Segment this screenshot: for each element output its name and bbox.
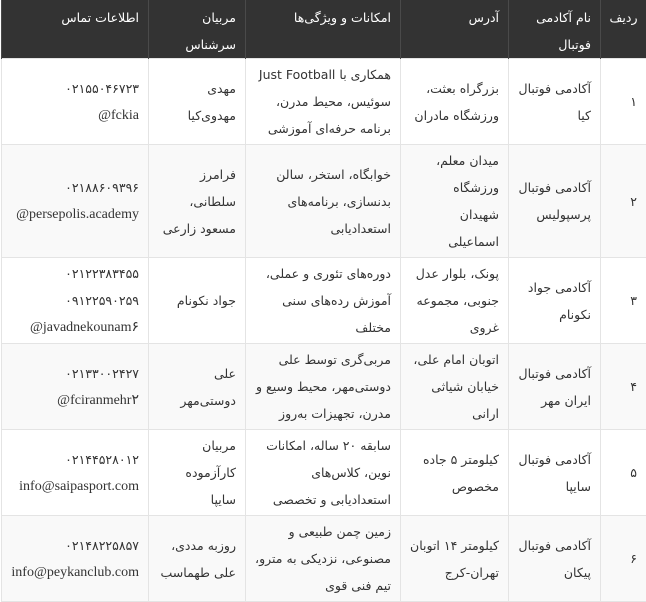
header-index: ردیف — [601, 0, 646, 59]
cell-features: دوره‌های تئوری و عملی، آموزش رده‌های سنی مختلف — [246, 258, 401, 344]
cell-features: مربی‌گری توسط علی دوستی‌مهر، محیط وسیع و مدرن، تجهیزات به‌روز — [246, 344, 401, 430]
contact-email[interactable]: fciranmehr۲@ — [11, 387, 139, 414]
cell-features: خوابگاه، استخر، سالن بدنسازی، برنامه‌های استعدادیابی — [246, 145, 401, 258]
cell-name: آکادمی جواد نکونام — [509, 258, 601, 344]
contact-email[interactable]: fckia@ — [11, 102, 139, 129]
cell-coaches: فرامرز سلطانی، مسعود زارعی — [149, 145, 246, 258]
contact-phone: ۰۲۱۴۸۲۲۵۸۵۷ — [11, 532, 139, 559]
cell-coaches: مربیان کارآزموده سایپا — [149, 430, 246, 516]
cell-features: سابقه ۲۰ ساله، امکانات نوین، کلاس‌های استعدادیابی و تخصصی — [246, 430, 401, 516]
cell-contact — [2, 516, 149, 602]
cell-name: آکادمی فوتبال ایران مهر — [509, 344, 601, 430]
cell-features: همکاری با Just Football سوئیس، محیط مدرن، برنامه حرفه‌ای آموزشی — [246, 59, 401, 145]
contact-phone: ۰۲۱۸۸۶۰۹۳۹۶ — [11, 174, 139, 201]
cell-index: ۴ — [601, 344, 646, 430]
table-row — [2, 516, 646, 602]
cell-name: آکادمی فوتبال پرسپولیس — [509, 145, 601, 258]
contact-phone: ۰۲۱۵۵۰۴۶۷۲۳ — [11, 75, 139, 102]
cell-coaches: روزبه مددی، علی طهماسب — [149, 516, 246, 602]
contact-email[interactable]: info@peykanclub.com — [11, 559, 139, 586]
cell-name: آکادمی فوتبال پیکان — [509, 516, 601, 602]
contact-mobile: ۰۹۱۲۲۵۹۰۲۵۹ — [11, 287, 139, 314]
header-coaches: مربیان سرشناس — [149, 0, 246, 59]
cell-index: ۶ — [601, 516, 646, 602]
table-row — [2, 145, 646, 258]
cell-coaches: مهدی مهدوی‌کیا — [149, 59, 246, 145]
cell-name: آکادمی فوتبال کیا — [509, 59, 601, 145]
table-row — [2, 344, 646, 430]
cell-features: زمین چمن طبیعی و مصنوعی، نزدیکی به مترو، تیم فنی قوی — [246, 516, 401, 602]
cell-contact — [2, 344, 149, 430]
table-body — [2, 59, 646, 602]
contact-phone: ۰۲۱۳۳۰۰۲۴۲۷ — [11, 360, 139, 387]
table-row — [2, 59, 646, 145]
cell-contact — [2, 430, 149, 516]
contact-phone: ۰۲۱۲۲۳۸۳۴۵۵ — [11, 260, 139, 287]
academies-table — [1, 0, 646, 602]
contact-email[interactable]: javadnekounam۶@ — [11, 314, 139, 341]
cell-address: بزرگراه بعثت، ورزشگاه مادران — [401, 59, 509, 145]
cell-contact — [2, 145, 149, 258]
cell-index: ۵ — [601, 430, 646, 516]
table-row — [2, 430, 646, 516]
table-row — [2, 258, 646, 344]
cell-contact — [2, 258, 149, 344]
cell-index: ۲ — [601, 145, 646, 258]
cell-address: میدان معلم، ورزشگاه شهیدان اسماعیلی — [401, 145, 509, 258]
cell-address: اتوبان امام علی، خیابان شیاثی ارانی — [401, 344, 509, 430]
header-contact: اطلاعات تماس — [2, 0, 149, 59]
cell-index: ۱ — [601, 59, 646, 145]
cell-address: کیلومتر ۵ جاده مخصوص — [401, 430, 509, 516]
header-row — [2, 0, 646, 59]
contact-phone: ۰۲۱۴۴۵۲۸۰۱۲ — [11, 446, 139, 473]
contact-email[interactable]: persepolis.academy@ — [11, 201, 139, 228]
cell-contact — [2, 59, 149, 145]
table-header — [2, 0, 646, 59]
cell-coaches: علی دوستی‌مهر — [149, 344, 246, 430]
cell-name: آکادمی فوتبال سایپا — [509, 430, 601, 516]
cell-index: ۳ — [601, 258, 646, 344]
cell-coaches: جواد نکونام — [149, 258, 246, 344]
cell-address: کیلومتر ۱۴ اتوبان تهران-کرج — [401, 516, 509, 602]
header-address: آدرس — [401, 0, 509, 59]
header-features: امکانات و ویژگی‌ها — [246, 0, 401, 59]
contact-email[interactable]: info@saipasport.com — [11, 473, 139, 500]
cell-address: پونک، بلوار عدل جنوبی، مجموعه غروی — [401, 258, 509, 344]
header-name: نام آکادمی فوتبال — [509, 0, 601, 59]
